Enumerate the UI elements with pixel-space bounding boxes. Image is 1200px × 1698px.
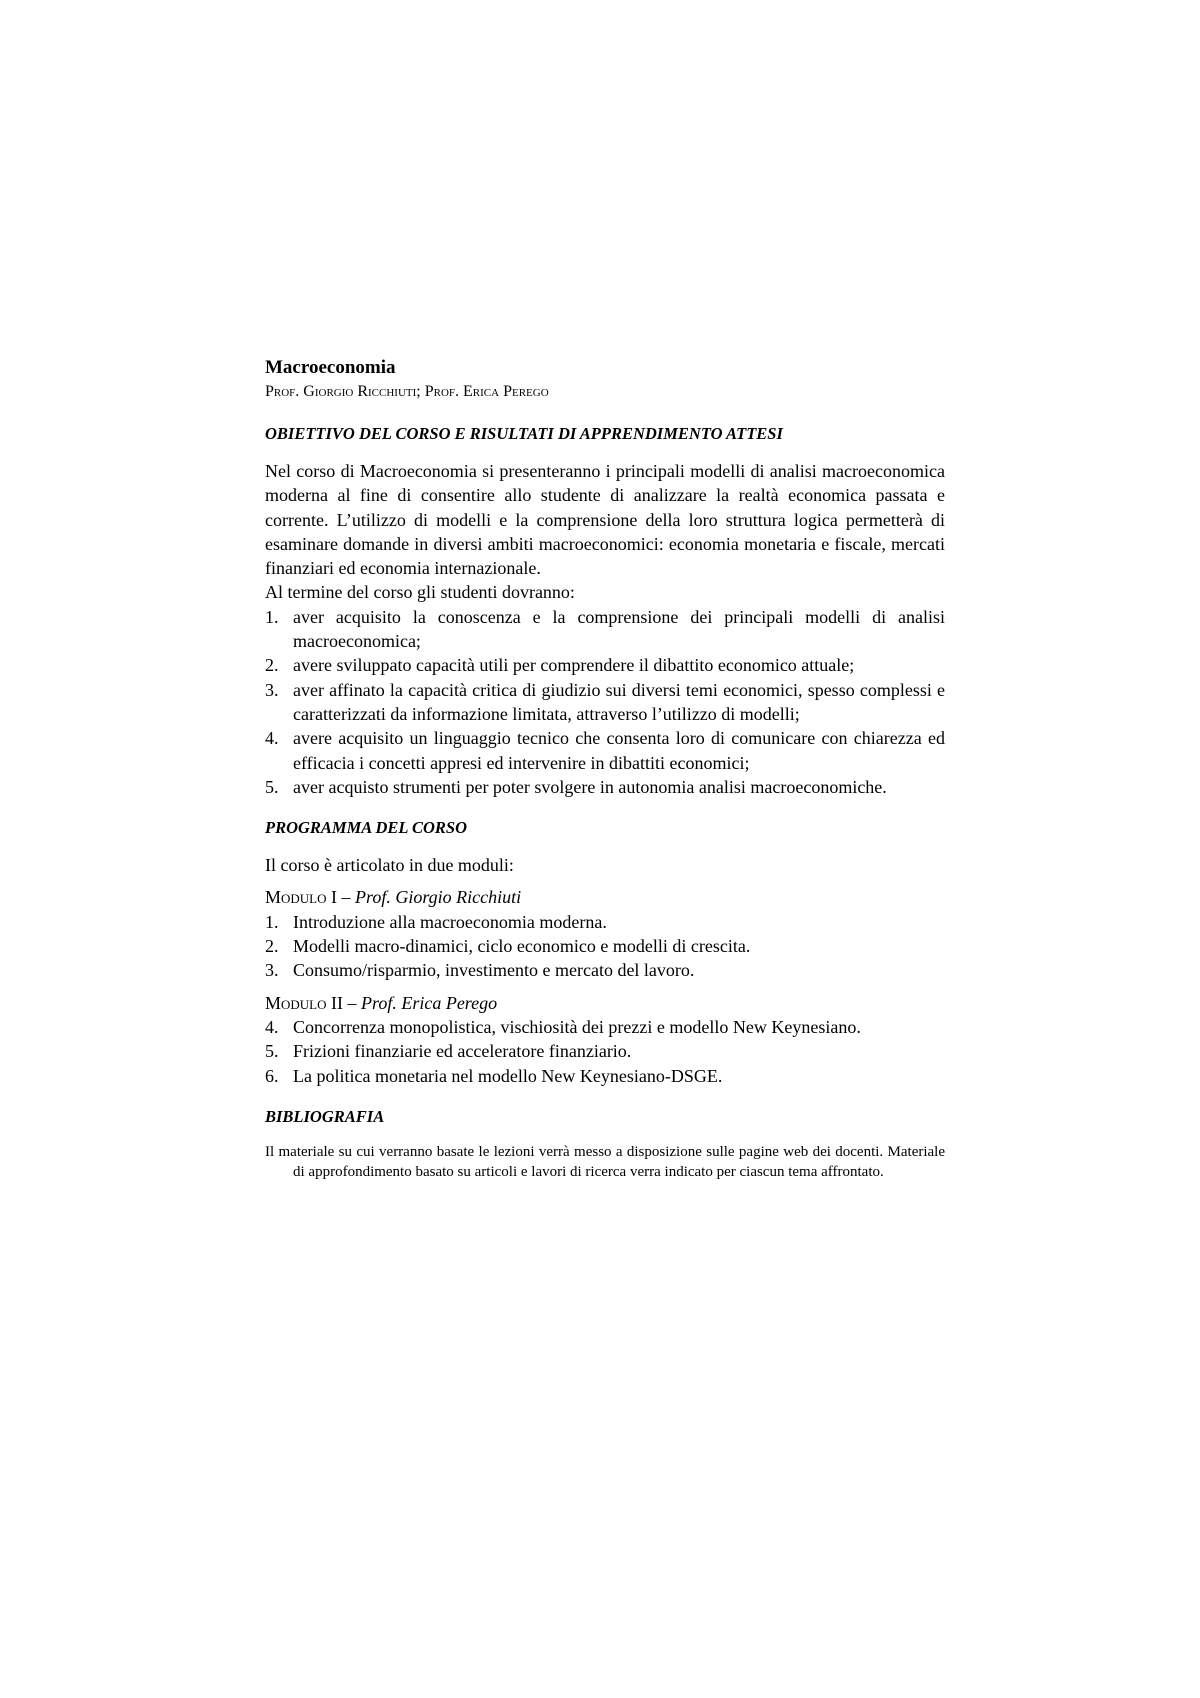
list-text: La politica monetaria nel modello New Keynesiano-DSGE. xyxy=(293,1065,723,1086)
list-text: Concorrenza monopolistica, vischiosità dei prezzi e modello New Keynesiano. xyxy=(293,1016,861,1037)
list-number: 4. xyxy=(265,1016,279,1037)
bibliography-text: Il materiale su cui verranno basate le lezioni verrà messo a disposizione sulle pagine web dei docenti. Materiale di approfondimento basato su articoli e lavori di ricerca verra indicato per ciascun tema affrontato. xyxy=(265,1143,945,1180)
list-number: 3. xyxy=(265,679,279,700)
list-text: aver affinato la capacità critica di giudizio sui diversi temi economici, spesso complessi e caratterizzati da informazione limitata, attraverso l’utilizzo di modelli; xyxy=(293,679,945,724)
list-number: 1. xyxy=(265,911,279,932)
list-text: Introduzione alla macroeconomia moderna. xyxy=(293,911,607,932)
objectives-paragraph: Nel corso di Macroeconomia si presenteranno i principali modelli di analisi macroeconomica moderna al fine di consentire allo studente di analizzare la realtà economica passata e corrente. L’utilizzo di modelli e la comprensione della loro struttura logica permetterà di esaminare domande in diversi ambiti macroeconomici: economia monetaria e fiscale, mercati finanziari ed economia internazionale. xyxy=(265,461,945,579)
list-number: 5. xyxy=(265,776,279,797)
list-text: Consumo/risparmio, investimento e mercato del lavoro. xyxy=(293,960,695,981)
module-professor: Prof. Giorgio Ricchiuti xyxy=(355,887,522,908)
list-number: 3. xyxy=(265,960,279,981)
list-item xyxy=(265,775,945,799)
list-number: 5. xyxy=(265,1041,279,1062)
list-item xyxy=(265,910,945,934)
objectives-intro: Al termine del corso gli studenti dovranno: xyxy=(265,582,575,603)
list-item xyxy=(265,1039,945,1063)
objectives-list xyxy=(265,605,945,799)
list-number: 1. xyxy=(265,606,279,627)
program-intro: Il corso è articolato in due moduli: xyxy=(265,855,514,876)
list-item xyxy=(265,934,945,958)
module-dash: – xyxy=(343,992,361,1013)
module-2-list xyxy=(265,1015,945,1088)
module-1-list xyxy=(265,910,945,983)
list-item xyxy=(265,1015,945,1039)
list-item xyxy=(265,678,945,727)
list-item xyxy=(265,726,945,775)
list-text: aver acquisto strumenti per poter svolgere in autonomia analisi macroeconomiche. xyxy=(293,776,887,797)
list-text: avere sviluppato capacità utili per comprendere il dibattito economico attuale; xyxy=(293,655,855,676)
module-2-heading xyxy=(265,991,945,1015)
document-page xyxy=(265,355,945,1182)
list-number: 4. xyxy=(265,728,279,749)
list-text: aver acquisito la conoscenza e la comprensione dei principali modelli di analisi macroeconomica; xyxy=(293,606,945,652)
list-text: avere acquisito un linguaggio tecnico che consenta loro di comunicare con chiarezza ed efficacia i concetti appresi ed intervenire in dibattiti economici; xyxy=(293,728,945,773)
program-heading: PROGRAMMA DEL CORSO xyxy=(265,818,468,838)
objectives-heading: OBIETTIVO DEL CORSO E RISULTATI DI APPRENDIMENTO ATTESI xyxy=(265,424,783,443)
module-label: Modulo I xyxy=(265,887,337,908)
list-number: 2. xyxy=(265,655,279,676)
list-text: Modelli macro-dinamici, ciclo economico e modelli di crescita. xyxy=(293,936,751,957)
list-item xyxy=(265,958,945,982)
list-item xyxy=(265,605,945,654)
list-item xyxy=(265,653,945,677)
course-authors: Prof. Giorgio Ricchiuti; Prof. Erica Perego xyxy=(265,383,549,400)
course-title: Macroeconomia xyxy=(265,357,396,378)
bibliography-heading: BIBLIOGRAFIA xyxy=(265,1106,385,1126)
module-1-heading xyxy=(265,885,945,909)
module-professor: Prof. Erica Perego xyxy=(361,992,498,1013)
list-number: 6. xyxy=(265,1065,279,1086)
module-label: Modulo II xyxy=(265,992,343,1013)
list-text: Frizioni finanziarie ed acceleratore finanziario. xyxy=(293,1041,632,1062)
list-number: 2. xyxy=(265,936,279,957)
list-item xyxy=(265,1064,945,1088)
module-dash: – xyxy=(337,887,355,908)
